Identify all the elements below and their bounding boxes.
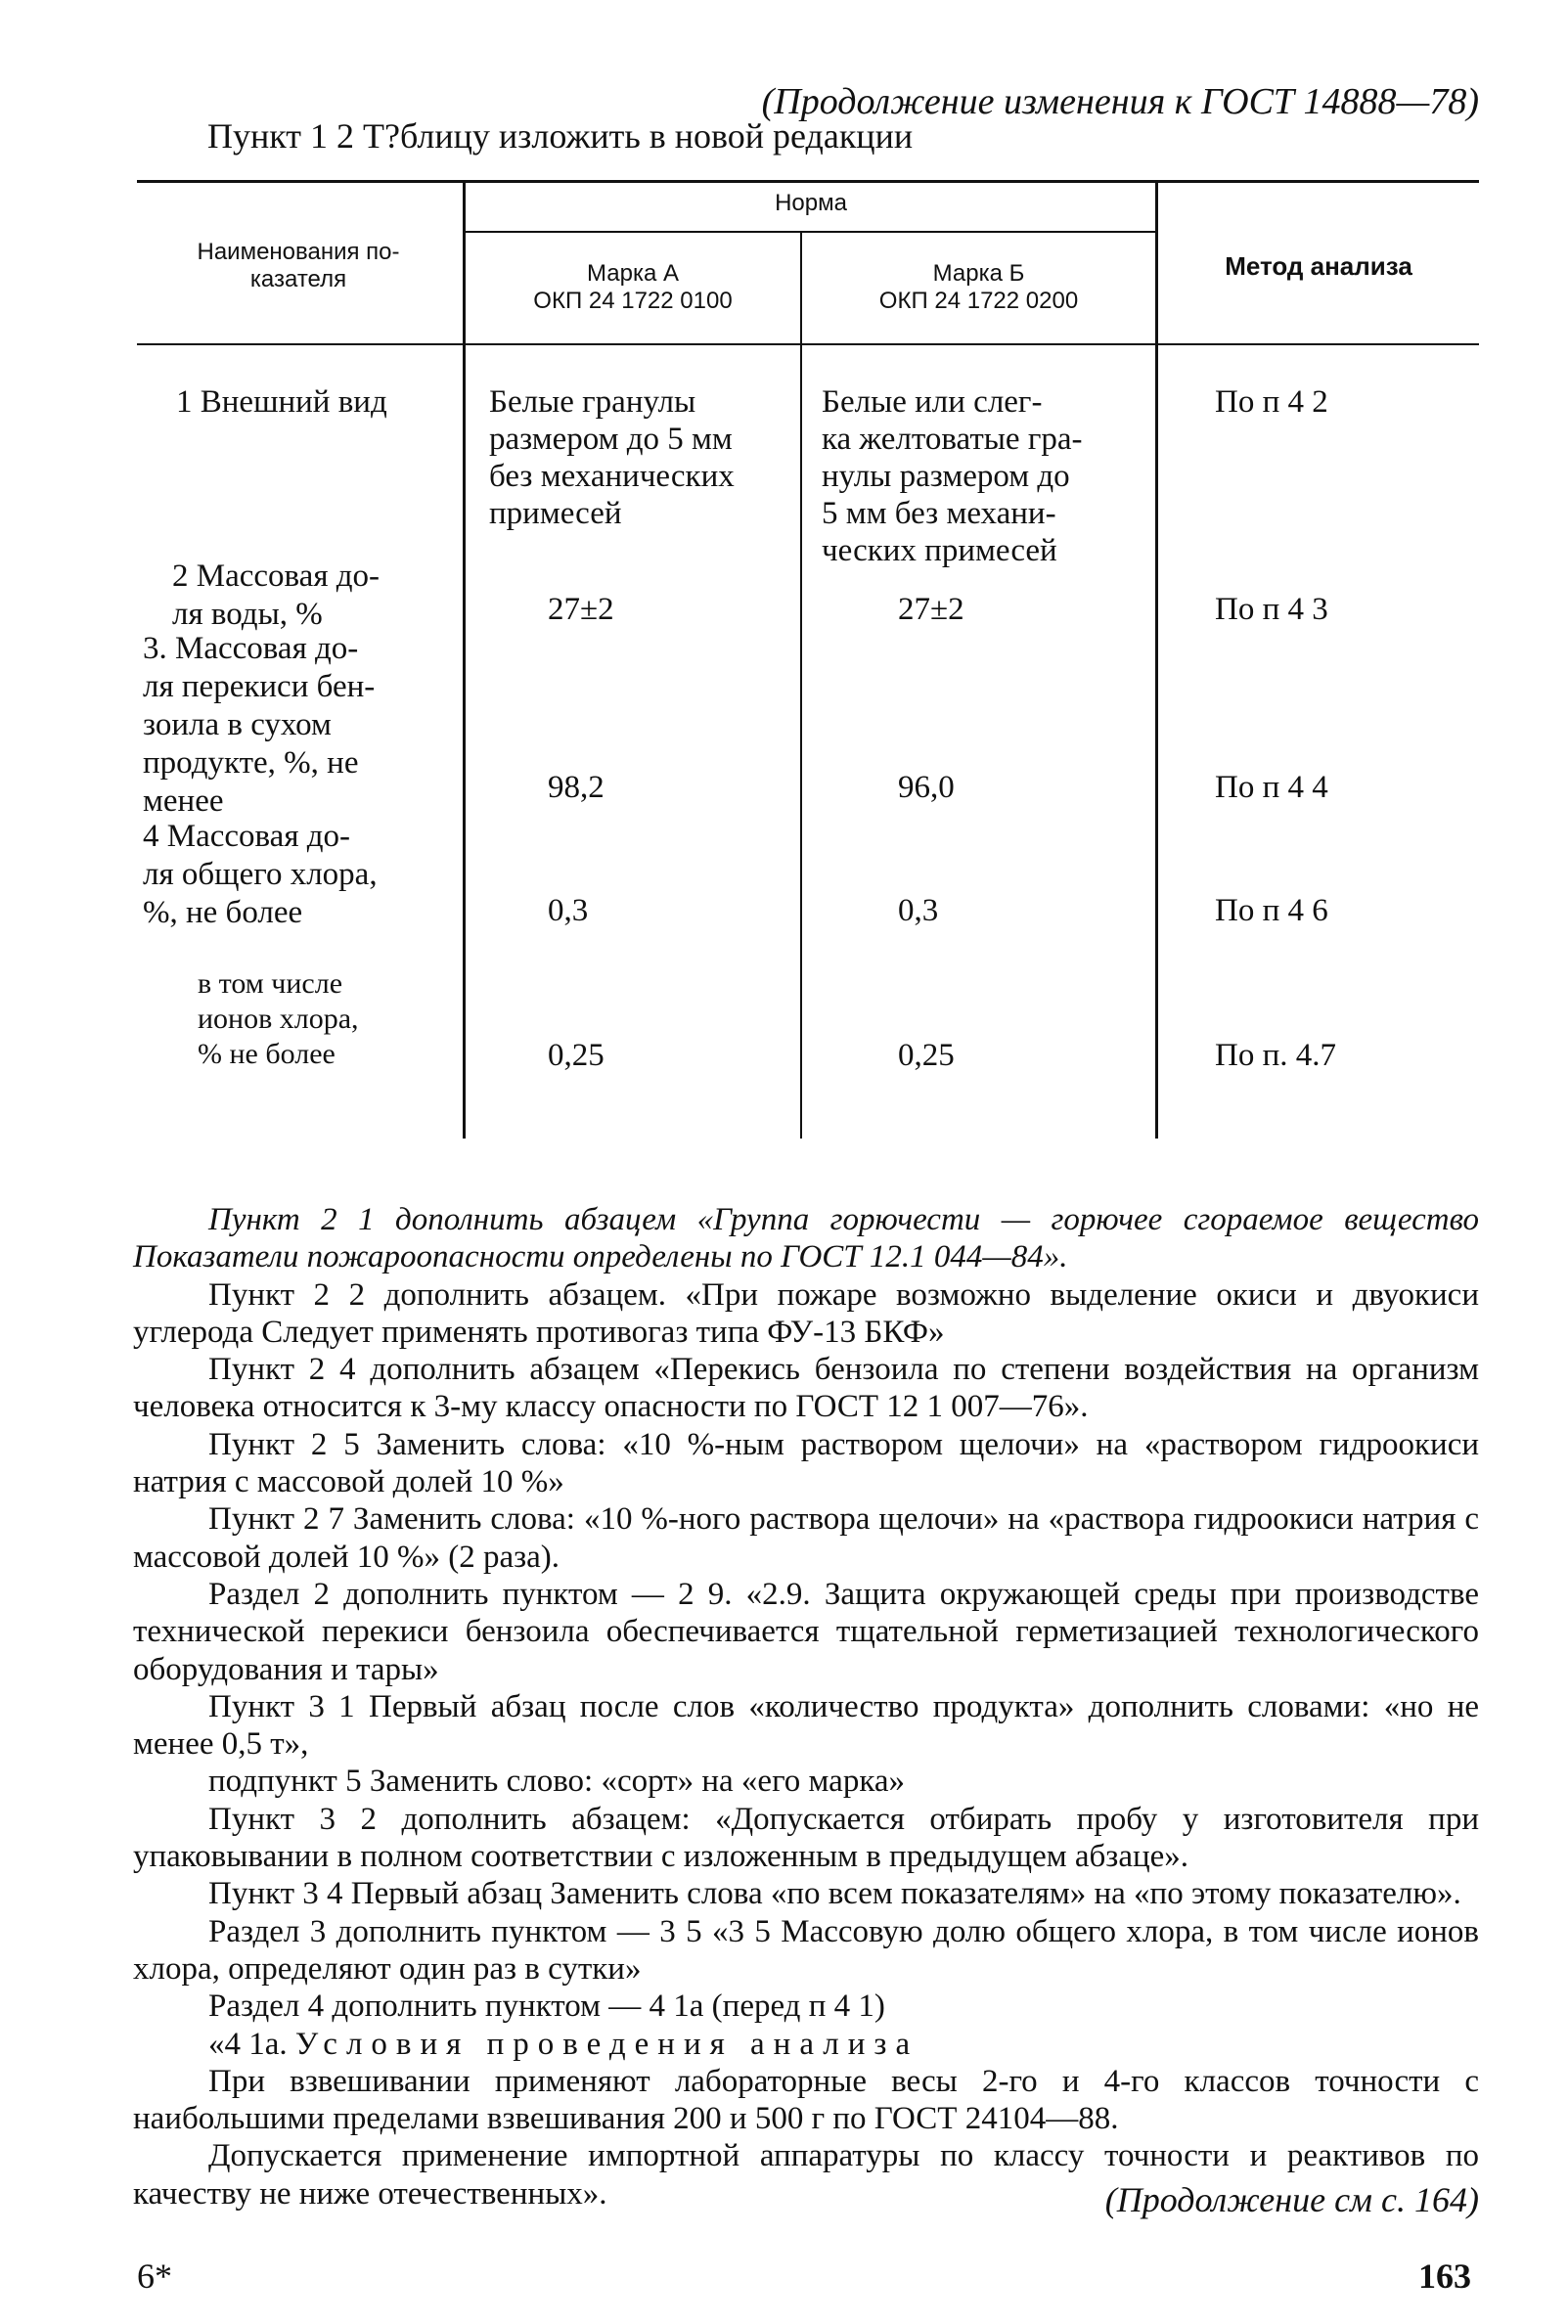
row-method: По п 4 2 — [1215, 384, 1328, 420]
header-method: Метод анализа — [1225, 251, 1412, 281]
row-value-b: Белые или слег- ка желтоватые гра- нулы размером до 5 мм без механи- ческих примесей — [822, 384, 1083, 568]
paragraph: Раздел 2 дополнить пунктом — 2 9. «2.9. Защита окружающей среды при производстве технической перекиси бензоила обеспечивается тщательной герметизацией технологического оборудования и тары» — [133, 1576, 1479, 1687]
row-name: 4 Массовая до- ля общего хлора, %, не более — [143, 819, 378, 930]
paragraph: Пункт 3 1 Первый абзац после слов «количество продукта» дополнить словами: «но не менее 0,5 т», — [133, 1688, 1479, 1763]
row-value-b: 27±2 — [898, 592, 964, 627]
row-method: По п 4 6 — [1215, 893, 1328, 928]
header-parameter-name: Наименования по- казателя — [197, 239, 400, 292]
table-top-rule — [137, 180, 1479, 183]
row-value-a: 27±2 — [548, 592, 614, 627]
amendment-text — [133, 1201, 1479, 2212]
row-value-a: 0,3 — [548, 893, 589, 928]
row-name: 2 Массовая до- ля воды, % — [172, 559, 381, 632]
header-mark-a: Марка А ОКП 24 1722 0100 — [533, 260, 733, 314]
col-divider-3 — [1155, 180, 1158, 1139]
header-norma: Норма — [775, 190, 847, 216]
col-divider-2 — [800, 231, 802, 1139]
row-value-b: 0,25 — [898, 1038, 955, 1073]
sheet-mark: 6* — [137, 2257, 172, 2296]
paragraph: Пункт 3 4 Первый абзац Заменить слова «по всем показателям» на «по этому показателю». — [208, 1876, 1461, 1912]
paragraph: Пункт 2 2 дополнить абзацем. «При пожаре возможно выделение окиси и двуокиси углерода Следует применять противогаз типа ФУ-13 БКФ» — [133, 1276, 1479, 1350]
continuation-header: (Продолжение изменения к ГОСТ 14888—78) — [761, 81, 1479, 122]
table-intro: Пункт 1 2 Т?блицу изложить в новой редакции — [207, 116, 914, 156]
row-value-a: Белые гранулы размером до 5 мм без механических примесей — [489, 384, 735, 531]
continuation-footer: (Продолжение см с. 164) — [1104, 2180, 1479, 2219]
paragraph: подпункт 5 Заменить слово: «сорт» на «его марка» — [208, 1764, 906, 1800]
paragraph: Пункт 2 4 дополнить абзацем «Перекись бензоила по степени воздействия на организм человека относится к 3-му классу опасности по ГОСТ 12 1 007—76». — [133, 1352, 1479, 1425]
row-value-b: 96,0 — [898, 770, 955, 805]
header-bottom-rule — [137, 343, 1479, 345]
row-value-a: 98,2 — [548, 770, 605, 805]
paragraph: Пункт 2 1 дополнить абзацем «Группа горючести — горючее сгораемое вещество Показатели пожароопасности определены по ГОСТ 12.1 044—84». — [133, 1202, 1479, 1275]
paragraph: Раздел 3 дополнить пунктом — 3 5 «3 5 Массовую долю общего хлора, в том числе ионов хлора, определяют один раз в сутки» — [133, 1913, 1479, 1987]
paragraph: Допускается применение импортной аппаратуры по классу точности и реактивов по качеству не ниже отечественных». — [133, 2138, 1479, 2212]
paragraph: Раздел 4 дополнить пунктом — 4 1а (перед п 4 1) — [208, 1989, 885, 2025]
row-method: По п. 4.7 — [1215, 1038, 1336, 1073]
row-value-a: 0,25 — [548, 1038, 605, 1073]
page-number: 163 — [1418, 2257, 1471, 2296]
row-method: По п 4 3 — [1215, 592, 1328, 627]
paragraph: Пункт 3 2 дополнить абзацем: «Допускается отбирать пробу у изготовителя при упаковывании в полном соответствии с изложенным в предыдущем абзаце». — [133, 1801, 1479, 1875]
paragraph: При взвешивании применяют лабораторные весы 2-го и 4-го классов точности с наибольшими пределами взвешивания 200 и 500 г по ГОСТ 24104—88. — [133, 2063, 1479, 2137]
row-name: в том числе ионов хлора, % не более — [198, 967, 359, 1070]
norma-underline — [466, 231, 1156, 233]
section-number: «4 1а. — [208, 2026, 288, 2062]
paragraph: Пункт 2 7 Заменить слова: «10 %-ного раствора щелочи» на «раствора гидроокиси натрия с массовой долей 10 %» (2 раза). — [133, 1501, 1479, 1575]
col-divider-1 — [463, 180, 466, 1139]
section-title: Условия проведения анализа — [294, 2026, 919, 2062]
paragraph: Пункт 2 5 Заменить слова: «10 %-ным раствором щелочи» на «раствором гидроокиси натрия с массовой долей 10 %» — [133, 1426, 1479, 1500]
header-mark-b: Марка Б ОКП 24 1722 0200 — [878, 260, 1079, 314]
row-name: 1 Внешний вид — [176, 384, 387, 420]
row-method: По п 4 4 — [1215, 770, 1328, 805]
row-value-b: 0,3 — [898, 893, 939, 928]
section-heading — [133, 2026, 1479, 2063]
row-name: 3. Массовая до- ля перекиси бен- зоила в сухом продукте, %, не менее — [143, 631, 376, 819]
